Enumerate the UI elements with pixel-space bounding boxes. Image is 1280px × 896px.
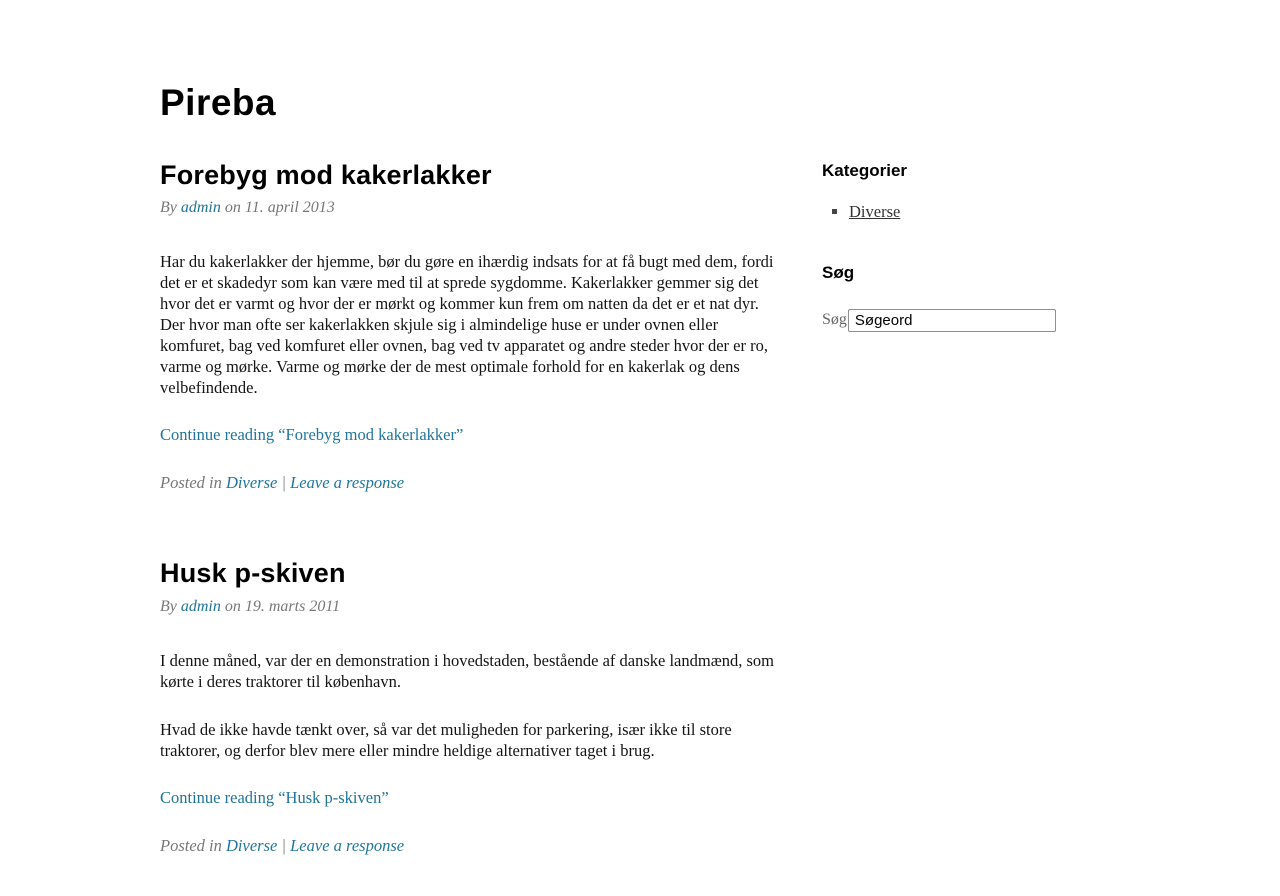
- meta-separator: |: [281, 835, 286, 855]
- sidebar-category-link-diverse[interactable]: Diverse: [849, 202, 901, 221]
- byline-prefix: By: [160, 597, 177, 615]
- posted-in-label: Posted in: [160, 835, 222, 855]
- post-article: [160, 559, 782, 855]
- continue-reading-line: [160, 425, 782, 445]
- category-list: [822, 202, 1058, 222]
- meta-separator: |: [281, 473, 286, 493]
- leave-response-link[interactable]: Leave a response: [290, 835, 405, 855]
- search-input[interactable]: [848, 309, 1056, 332]
- post-title-link[interactable]: Husk p-skiven: [160, 558, 346, 589]
- search-heading: Søg: [822, 262, 855, 282]
- search-form: [822, 309, 1058, 332]
- byline-prefix: By: [160, 199, 177, 217]
- author-link[interactable]: admin: [180, 199, 221, 217]
- site-title[interactable]: Pireba: [160, 82, 277, 123]
- post-date: 19. marts 2011: [244, 597, 341, 615]
- author-link[interactable]: admin: [180, 597, 221, 615]
- post-date: 11. april 2013: [244, 199, 335, 217]
- continue-reading-link[interactable]: Continue reading “Husk p-skiven”: [160, 787, 389, 807]
- post-title-link[interactable]: Forebyg mod kakerlakker: [160, 160, 492, 190]
- search-label: Søg: [822, 311, 847, 329]
- leave-response-link[interactable]: Leave a response: [290, 473, 405, 493]
- category-link[interactable]: Diverse: [226, 835, 278, 855]
- post-footer-meta: [160, 836, 782, 856]
- post-footer-meta: [160, 473, 782, 493]
- post-paragraph: Har du kakerlakker der hjemme, bør du gøre en ihærdig indsats for at få bugt med dem, fordi det er et skadedyr som kan være med til at sprede sygdomme. Kakerlakker gemmer sig det hvor det er varmt og hvor der er mørkt og kommer kun frem om natten da det er et nat dyr. Der hvor man ofte ser kakerlakken skjule sig i almindelige huse er under ovnen eller komfuret, bag ved komfuret eller ovnen, bag ved tv apparatet og andre steder hvor der er ro, varme og mørke. Varme og mørke der de mest optimale forhold for en kakerlak og dens velbefindende.: [160, 252, 774, 398]
- byline-connector: on: [224, 199, 241, 217]
- byline-connector: on: [224, 597, 241, 615]
- posted-in-label: Posted in: [160, 473, 222, 493]
- post-paragraph: Hvad de ikke havde tænkt over, så var det muligheden for parkering, især ikke til store traktorer, og derfor blev mere eller mindre heldige alternativer taget i brug.: [160, 719, 732, 760]
- category-link[interactable]: Diverse: [226, 473, 278, 493]
- post-article: [160, 161, 782, 493]
- categories-heading: Kategorier: [822, 161, 908, 180]
- main-layout: [160, 161, 1280, 856]
- post-byline: [160, 598, 782, 616]
- post-byline: [160, 199, 782, 217]
- sidebar: [822, 161, 1058, 332]
- category-list-item: [849, 202, 1058, 222]
- post-paragraph: I denne måned, var der en demonstration i hovedstaden, bestående af danske landmænd, som kørte i deres traktorer til københavn.: [160, 650, 774, 691]
- continue-reading-line: [160, 788, 782, 808]
- posts-column: [160, 161, 782, 856]
- continue-reading-link[interactable]: Continue reading “Forebyg mod kakerlakker”: [160, 425, 464, 445]
